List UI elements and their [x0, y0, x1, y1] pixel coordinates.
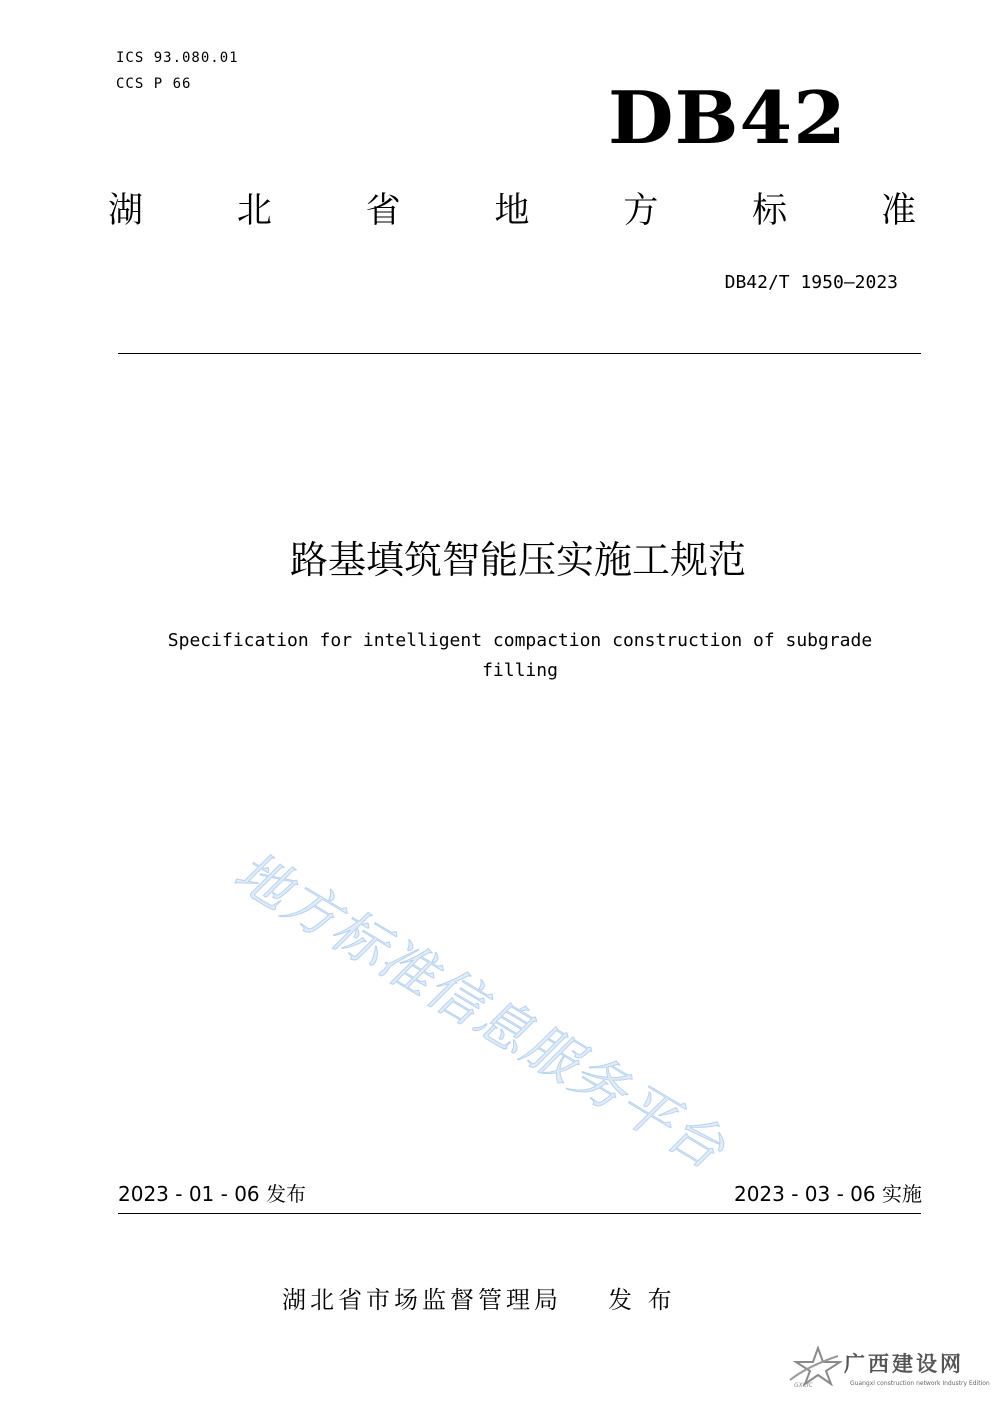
site-logo-name: 广西建设网 [844, 1351, 964, 1376]
standard-type-char: 省 [365, 191, 401, 231]
bottom-divider [118, 1213, 921, 1214]
ics-code: ICS 93.080.01 [116, 50, 239, 66]
publisher-action: 发 布 [608, 1286, 676, 1314]
standard-type-char: 准 [880, 191, 916, 231]
standard-type-heading [108, 192, 916, 231]
top-divider [118, 353, 921, 354]
ccs-code: CCS P 66 [116, 76, 192, 92]
standard-type-char: 湖 [108, 191, 144, 231]
title-english: Specification for intelligent compaction construction of subgrade filling [167, 630, 873, 681]
site-logo-mini-text: GXCIC [794, 1382, 813, 1389]
standard-type-char: 北 [236, 191, 272, 231]
publisher-row [282, 1280, 676, 1315]
standard-type-char: 标 [752, 191, 788, 231]
standard-number: DB42/T 1950—2023 [724, 272, 898, 293]
issue-date: 2023 - 01 - 06 发布 [118, 1182, 307, 1206]
implementation-date: 2023 - 03 - 06 实施 [733, 1182, 922, 1206]
star-logo-icon [788, 1346, 842, 1386]
watermark: 地方标准信息服务平台 [223, 839, 737, 1182]
standard-type-char: 方 [623, 191, 659, 231]
standard-type-char: 地 [494, 191, 530, 231]
publisher-name: 湖北省市场监督管理局 [282, 1286, 562, 1314]
site-logo-subtitle: Guangxi construction network Industry Edition [850, 1380, 990, 1387]
site-logo [788, 1344, 990, 1394]
title-chinese: 路基填筑智能压实施工规范 [289, 538, 746, 582]
db-standard-mark: DB42 [608, 75, 847, 160]
